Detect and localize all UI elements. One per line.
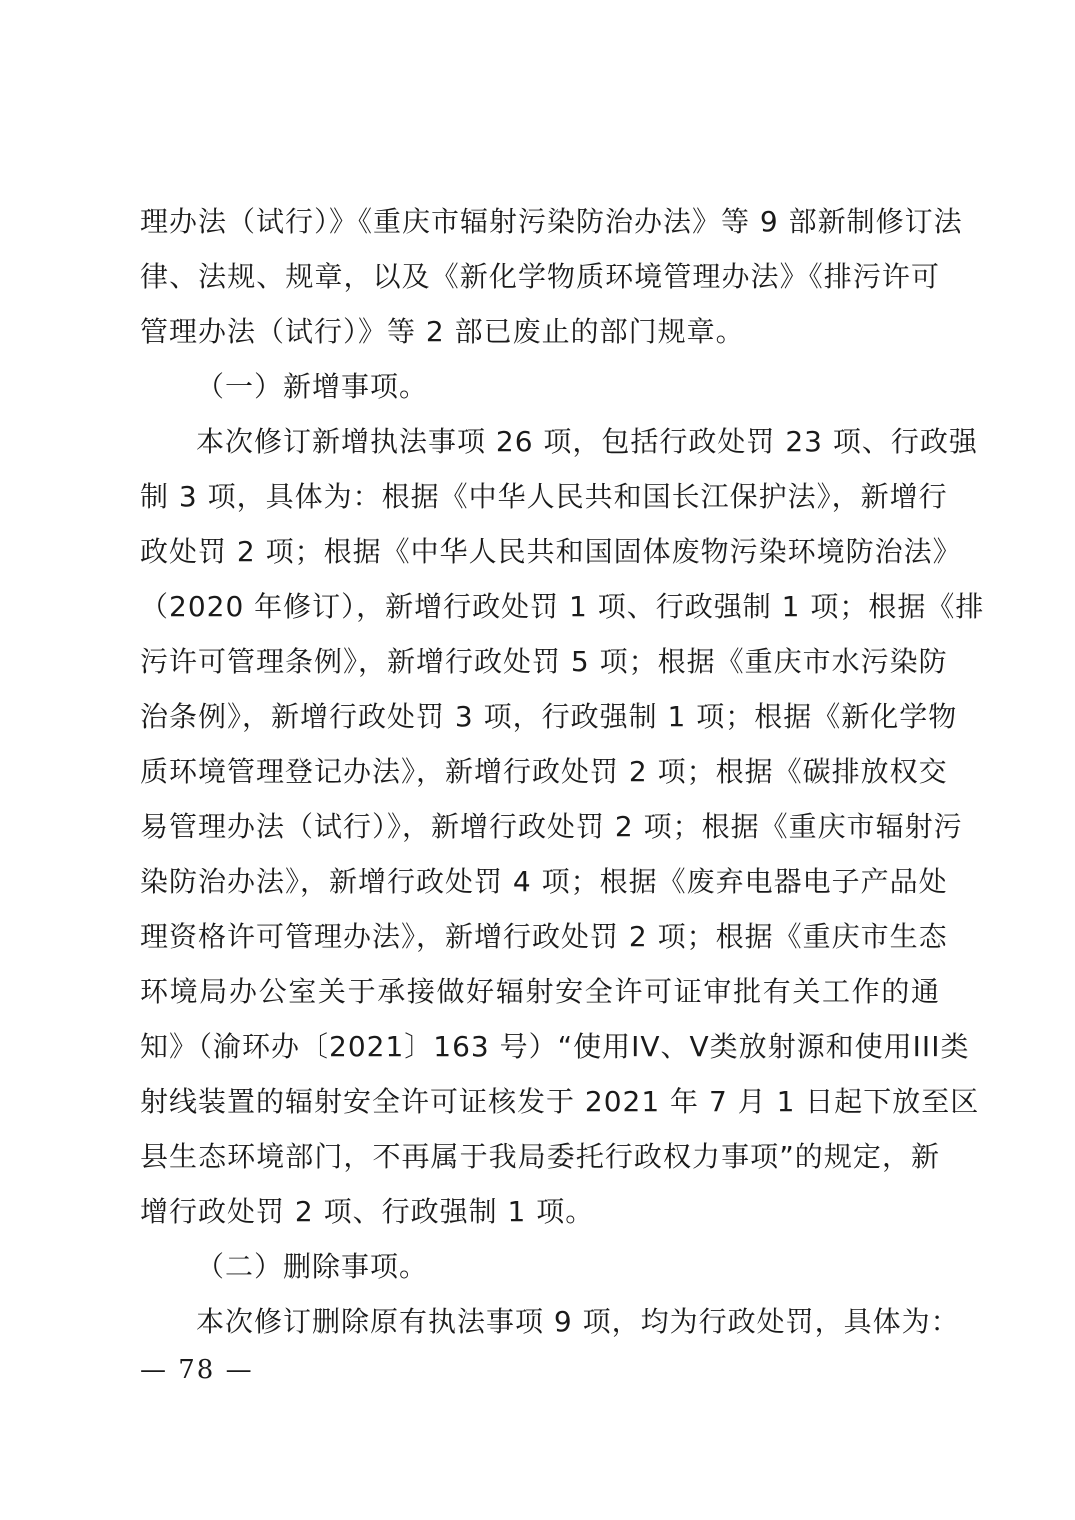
- text-line: 管理办法（试行）》等 2 部已废止的部门规章。: [140, 315, 745, 348]
- text-line: 质环境管理登记办法》，新增行政处罚 2 项；根据《碳排放权交: [140, 755, 948, 788]
- page-number: — 78 —: [140, 1355, 254, 1385]
- text-line: （2020 年修订），新增行政处罚 1 项、行政强制 1 项；根据《排: [140, 590, 985, 623]
- text-line: 政处罚 2 项；根据《中华人民共和国固体废物污染环境防治法》: [140, 535, 962, 568]
- text-line: 易管理办法（试行）》，新增行政处罚 2 项；根据《重庆市辐射污: [140, 810, 963, 843]
- text-line: 知》（渝环办〔2021〕163 号）“使用IV、V类放射源和使用III类: [140, 1030, 970, 1063]
- text-line: 增行政处罚 2 项、行政强制 1 项。: [140, 1195, 595, 1228]
- text-line: 本次修订删除原有执法事项 9 项，均为行政处罚，具体为：: [196, 1305, 960, 1338]
- text-line: 理资格许可管理办法》，新增行政处罚 2 项；根据《重庆市生态: [140, 920, 948, 953]
- text-line: 射线装置的辐射安全许可证核发于 2021 年 7 月 1 日起下放至区: [140, 1085, 980, 1118]
- text-line: 本次修订新增执法事项 26 项，包括行政处罚 23 项、行政强: [196, 425, 978, 458]
- text-line: 环境局办公室关于承接做好辐射安全许可证审批有关工作的通: [140, 975, 940, 1008]
- section-heading-deleted-items: （二）删除事项。: [196, 1250, 429, 1283]
- text-line: 染防治办法》，新增行政处罚 4 项；根据《废弃电器电子产品处: [140, 865, 948, 898]
- text-line: 县生态环境部门，不再属于我局委托行政权力事项”的规定，新: [140, 1140, 940, 1173]
- text-line: 理办法（试行）》《重庆市辐射污染防治办法》等 9 部新制修订法: [140, 205, 963, 238]
- text-line: 律、法规、规章，以及《新化学物质环境管理办法》《排污许可: [140, 260, 940, 293]
- section-heading-new-items: （一）新增事项。: [196, 370, 429, 403]
- text-line: 治条例》，新增行政处罚 3 项，行政强制 1 项；根据《新化学物: [140, 700, 958, 733]
- text-line: 污许可管理条例》，新增行政处罚 5 项；根据《重庆市水污染防: [140, 645, 948, 678]
- text-line: 制 3 项，具体为：根据《中华人民共和国长江保护法》，新增行: [140, 480, 948, 513]
